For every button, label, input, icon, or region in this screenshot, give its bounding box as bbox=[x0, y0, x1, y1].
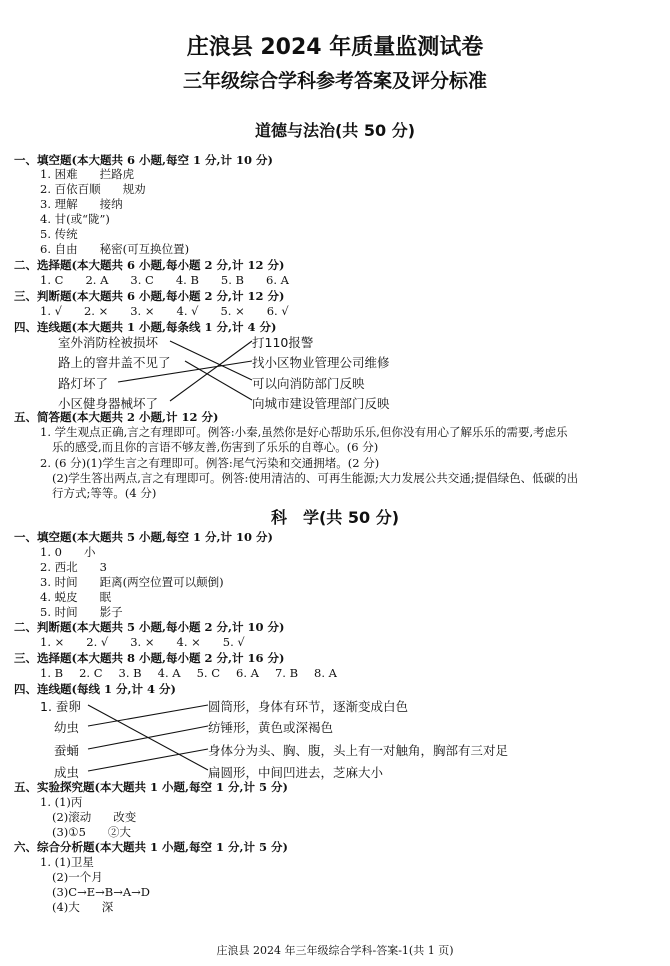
match-line bbox=[88, 705, 208, 770]
page-title: 庄浪县 2024 年质量监测试卷 bbox=[186, 35, 484, 60]
page-footer: 庄浪县 2024 年三年级综合学科-答案-1(共 1 页) bbox=[216, 944, 454, 957]
match-right-item: 纺锤形，黄色或深褐色 bbox=[208, 720, 334, 735]
match-right-item: 圆筒形，身体有环节，逐渐变成白色 bbox=[208, 699, 409, 714]
morality-judge-answers: 1. √ 2. × 3. × 4. √ 5. × 6. √ bbox=[40, 304, 289, 318]
list-item: 5. 传统 bbox=[40, 227, 78, 241]
science-choice-answers: 1. B 2. C 3. B 4. A 5. C 6. A 7. B 8. A bbox=[40, 666, 337, 680]
match-line bbox=[88, 726, 208, 749]
science-judge-header: 二、判断题(本大题共 5 小题,每小题 2 分,计 10 分) bbox=[14, 620, 285, 634]
answer-line: (2)滚动 改变 bbox=[52, 810, 137, 824]
match-right-item: 身体分为头、胸、腹，头上有一对触角，胸部有三对足 bbox=[208, 743, 509, 758]
morality-connect-header: 四、连线题(本大题共 1 小题,每条线 1 分,计 4 分) bbox=[14, 320, 277, 334]
science-analysis-header: 六、综合分析题(本大题共 1 小题,每空 1 分,计 5 分) bbox=[14, 840, 288, 854]
science-judge-answers: 1. × 2. √ 3. × 4. × 5. √ bbox=[40, 635, 245, 649]
list-item: 4. 甘(或“陇”) bbox=[40, 212, 110, 226]
answer-line: 1. 学生观点正确,言之有理即可。例答:小秦,虽然你是好心帮助乐乐,但你没有用心了解乐乐的需要,考虑乐 bbox=[40, 425, 568, 439]
answer-line: (2)一个月 bbox=[52, 870, 103, 884]
science-choice-header: 三、选择题(本大题共 8 小题,每小题 2 分,计 16 分) bbox=[14, 651, 285, 665]
list-item: 6. 自由 秘密(可互换位置) bbox=[40, 242, 190, 256]
match-left-item: 路上的窨井盖不见了 bbox=[58, 355, 171, 370]
match-line bbox=[170, 341, 252, 380]
answer-line: (2)学生答出两点,言之有理即可。例答:使用清洁的、可再生能源;大力发展公共交通;提倡绿色、低碳的出 bbox=[52, 471, 579, 485]
match-line bbox=[88, 749, 208, 771]
match-left-item: 小区健身器械坏了 bbox=[58, 396, 159, 411]
answer-line: 2. (6 分)(1)学生言之有理即可。例答:尾气污染和交通拥堵。(2 分) bbox=[40, 456, 380, 470]
match-right-item: 可以向消防部门反映 bbox=[252, 376, 365, 391]
list-item: 2. 百依百顺 规劝 bbox=[40, 182, 146, 196]
answer-line: (3)C→E→B→A→D bbox=[52, 885, 151, 899]
answer-line: 乐的感受,而且你的言语不够友善,伤害到了乐乐的自尊心。(6 分) bbox=[52, 440, 379, 454]
match-right-item: 向城市建设管理部门反映 bbox=[252, 396, 390, 411]
morality-judge-header: 三、判断题(本大题共 6 小题,每小题 2 分,计 12 分) bbox=[14, 289, 285, 303]
match-right-item: 扁圆形，中间凹进去，芝麻大小 bbox=[208, 765, 384, 780]
morality-short-header: 五、简答题(本大题共 2 小题,计 12 分) bbox=[14, 410, 219, 424]
match-right-item: 找小区物业管理公司维修 bbox=[252, 355, 390, 370]
morality-heading: 道德与法治(共 50 分) bbox=[254, 121, 416, 140]
list-item: 1. 0 小 bbox=[40, 545, 96, 559]
list-item: 3. 时间 距离(两空位置可以颠倒) bbox=[40, 575, 224, 589]
match-left-item: 室外消防栓被损坏 bbox=[58, 335, 159, 350]
match-line bbox=[185, 361, 252, 400]
list-item: 5. 时间 影子 bbox=[40, 605, 123, 619]
match-left-item: 路灯坏了 bbox=[58, 376, 109, 391]
science-experiment-header: 五、实验探究题(本大题共 1 小题,每空 1 分,计 5 分) bbox=[14, 780, 288, 794]
match-left-item: 幼虫 bbox=[54, 720, 80, 735]
list-item: 2. 西北 3 bbox=[40, 560, 107, 574]
match-left-item: 成虫 bbox=[54, 765, 80, 780]
morality-choice-header: 二、选择题(本大题共 6 小题,每小题 2 分,计 12 分) bbox=[14, 258, 285, 272]
answer-line: 1. (1)卫星 bbox=[40, 855, 94, 869]
answer-line: (3)①5 ②大 bbox=[52, 825, 131, 839]
science-connect-header: 四、连线题(每线 1 分,计 4 分) bbox=[14, 682, 176, 696]
match-left-item: 1. 蚕卵 bbox=[40, 699, 81, 714]
science-heading: 科 学(共 50 分) bbox=[270, 508, 400, 527]
answer-line: 行方式;等等。(4 分) bbox=[52, 486, 157, 500]
science-fill-header: 一、填空题(本大题共 5 小题,每空 1 分,计 10 分) bbox=[14, 530, 273, 544]
match-line bbox=[88, 705, 208, 726]
answer-line: 1. (1)丙 bbox=[40, 795, 83, 809]
match-left-item: 蚕蛹 bbox=[54, 743, 80, 758]
list-item: 4. 蜕皮 眠 bbox=[40, 590, 112, 604]
list-item: 3. 理解 接纳 bbox=[40, 197, 123, 211]
morality-fill-header: 一、填空题(本大题共 6 小题,每空 1 分,计 10 分) bbox=[14, 153, 273, 167]
page-subtitle: 三年级综合学科参考答案及评分标准 bbox=[182, 70, 487, 92]
match-right-item: 打110报警 bbox=[252, 335, 314, 350]
match-line bbox=[170, 341, 252, 401]
morality-choice-answers: 1. C 2. A 3. C 4. B 5. B 6. A bbox=[40, 273, 289, 287]
list-item: 1. 困难 拦路虎 bbox=[40, 167, 135, 181]
answer-line: (4)大 深 bbox=[52, 900, 114, 914]
